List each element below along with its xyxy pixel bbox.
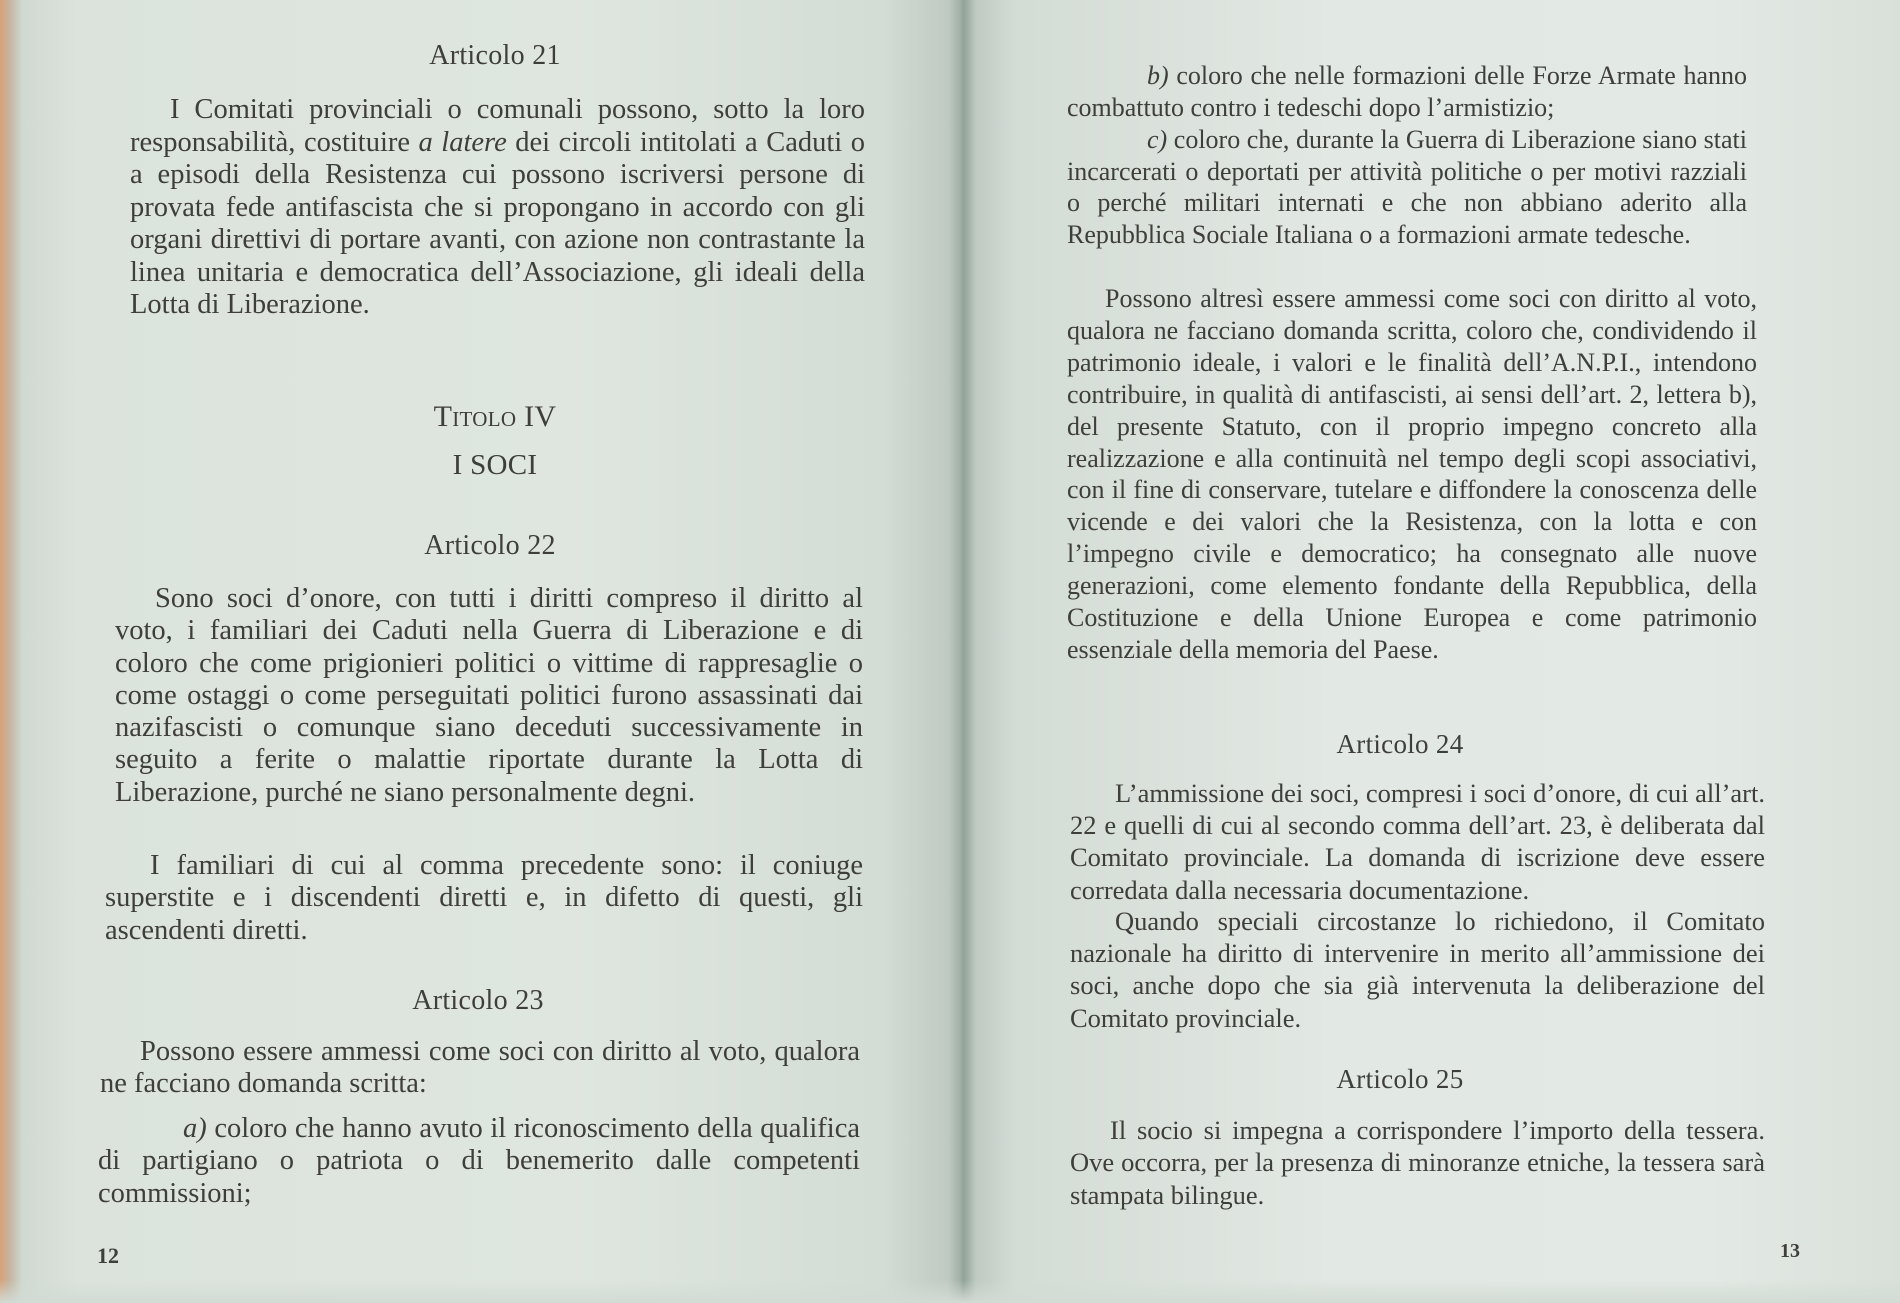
article-23-item-b bbox=[1067, 60, 1747, 123]
article-21-italic-phrase: a latere bbox=[418, 126, 507, 158]
page-number-right: 13 bbox=[1780, 1240, 1800, 1262]
article-21-text-end: dei circoli intitolati a Caduti o a episodi della Resistenza cui possono iscriversi persone di provata fede antifascista che si propongano in accordo con gli organi direttivi di portare avanti, con azione non contrastante la linea unitaria e democratica dell’Associazione, gli ideali della Lotta di Liberazione. bbox=[130, 126, 865, 320]
article-23-heading: Articolo 23 bbox=[412, 985, 544, 1016]
article-21-text-start: I Comitati provinciali o comunali possono, sotto la loro responsabilità, costituire bbox=[130, 94, 865, 158]
article-23-paragraph-1: Possono essere ammessi come soci con diritto al voto, qualora ne facciano domanda scritta: bbox=[100, 1036, 860, 1100]
book-left-edge bbox=[0, 0, 22, 1303]
item-c-text: coloro che, durante la Guerra di Liberazione siano stati incarcerati o deportati per attività politiche o per motivi razziali o perché militari internati e che non abbiano aderito alla Repubblica Sociale Italiana o a formazioni armate tedesche. bbox=[1067, 125, 1747, 249]
article-25-paragraph: Il socio si impegna a corrispondere l’importo della tessera. Ove occorra, per la presenza di minoranze etniche, la tessera sarà stampata bilingue. bbox=[1070, 1115, 1765, 1210]
page-number-left: 12 bbox=[97, 1243, 119, 1268]
item-c-label: c) bbox=[1147, 125, 1168, 154]
article-24-paragraph-1: L’ammissione dei soci, compresi i soci d’onore, di cui all’art. 22 e quelli di cui al secondo comma dell’art. 23, è deliberata dal Comitato provinciale. La domanda di iscrizione deve essere corredata dalla necessaria documentazione. bbox=[1070, 778, 1765, 905]
article-25-heading: Articolo 25 bbox=[1336, 1064, 1464, 1094]
article-23-item-c bbox=[1067, 124, 1747, 250]
article-21-heading: Articolo 21 bbox=[429, 40, 561, 71]
section-subtitle: I SOCI bbox=[452, 449, 538, 481]
article-21-paragraph bbox=[130, 94, 865, 322]
article-22-paragraph-1: Sono soci d’onore, con tutti i diritti compreso il diritto al voto, i familiari dei Caduti nella Guerra di Liberazione e di coloro che come prigionieri politici o vittime di rappresaglie o come ostaggi o come perseguitati politici furono assassinati dai nazifascisti o comunque siano deceduti successivamente in seguito a ferite o malattie riportate durante la Lotta di Liberazione, purché ne siano personalmente degni. bbox=[115, 583, 863, 808]
article-23-final-paragraph: Possono altresì essere ammessi come soci con diritto al voto, qualora ne facciano domanda scritta, coloro che, condividendo il patrimonio ideale, i valori e le finalità dell’A.N.P.I., intendono contribuire, in qualità di antifascisti, ai sensi dell’art. 2, lettera b), del presente Statuto, con il proprio impegno concreto alla realizzazione e alla continuità nel tempo degli scopi associativi, con il fine di conservare, tutelare e diffondere la conoscenza delle vicende e dei valori che la Resistenza, con la lotta e con l’impegno civile e democratico; ha consegnato alle nuove generazioni, come elemento fondante della Repubblica, della Costituzione e della Unione Europea e come patrimonio essenziale della memoria del Paese. bbox=[1067, 284, 1757, 664]
book-gutter bbox=[948, 0, 976, 1303]
item-a-label: a) bbox=[183, 1113, 207, 1144]
article-24-paragraph-2: Quando speciali circostanze lo richiedono, il Comitato nazionale ha diritto di intervenire in merito all’ammissione dei soci, anche dopo che sia già intervenuta la deliberazione del Comitato provinciale. bbox=[1070, 906, 1765, 1033]
page-bottom-edge bbox=[0, 1280, 1900, 1303]
article-22-paragraph-2: I familiari di cui al comma precedente sono: il coniuge superstite e i discendenti diretti e, in difetto di questi, gli ascendenti diretti. bbox=[105, 850, 863, 946]
article-22-heading: Articolo 22 bbox=[424, 530, 556, 561]
article-24-heading: Articolo 24 bbox=[1336, 729, 1464, 759]
item-b-label: b) bbox=[1147, 61, 1169, 90]
item-b-text: coloro che nelle formazioni delle Forze Armate hanno combattuto contro i tedeschi dopo l’armistizio; bbox=[1067, 61, 1747, 122]
title-iv-heading: Titolo IV bbox=[433, 400, 557, 433]
right-page bbox=[960, 0, 1900, 1303]
item-a-text: coloro che hanno avuto il riconoscimento della qualifica di partigiano o patriota o di benemerito dalle competenti commissioni; bbox=[98, 1113, 860, 1209]
article-23-item-a bbox=[98, 1113, 860, 1210]
